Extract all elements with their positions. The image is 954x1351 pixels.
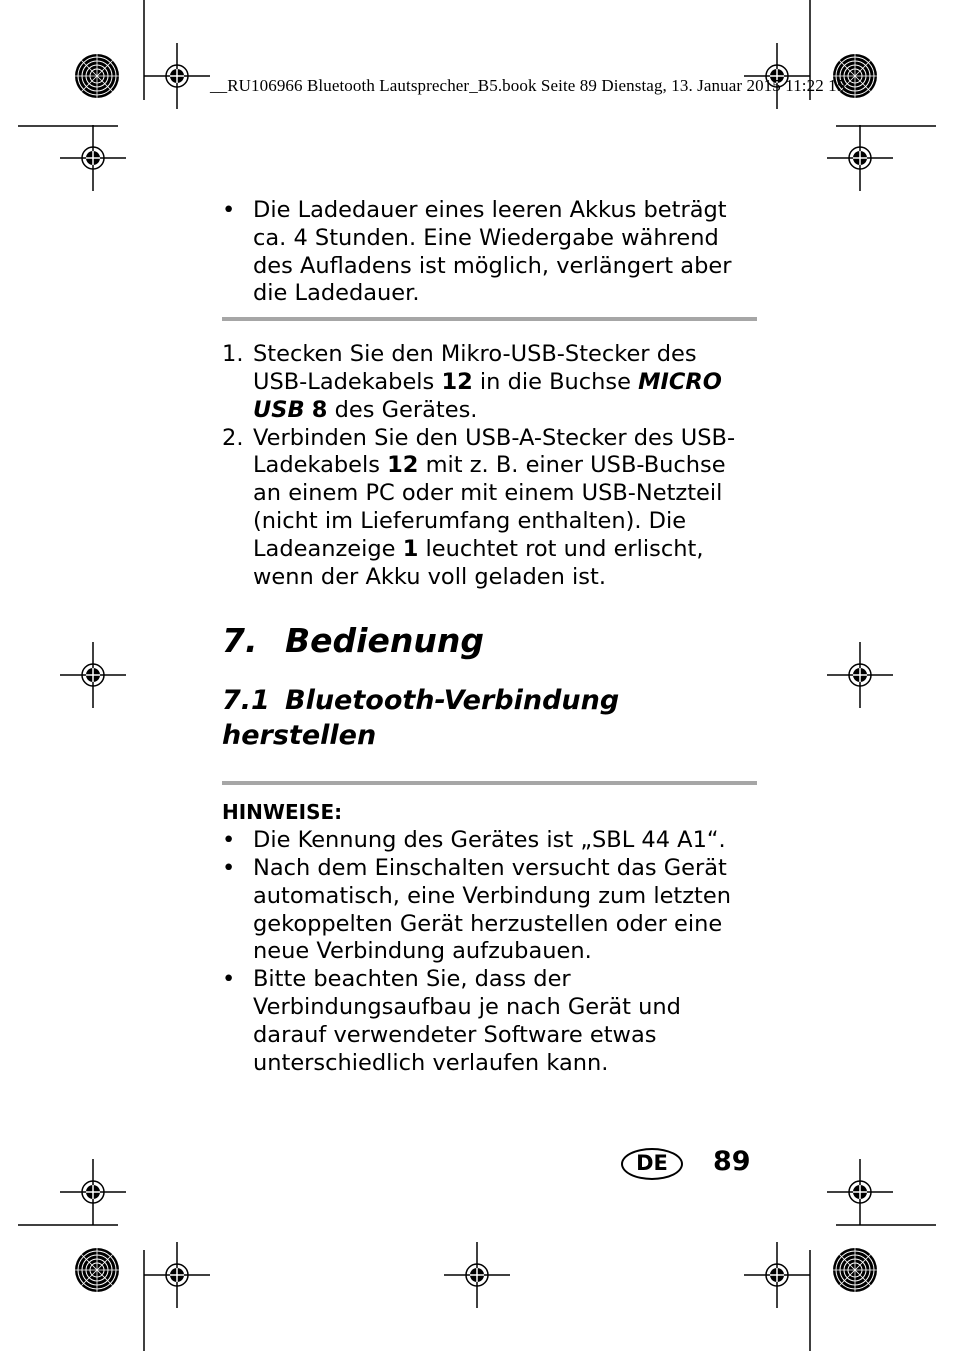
- list-item: 2. Verbinden Sie den USB-A-Stecker des USB-Ladekabels 12 mit z. B. einer USB-Buchse an einem PC oder mit einem USB-Netzteil (nicht im Lieferumfang enthalten). Die Ladeanzeige 1 leuchtet rot und erlischt, wenn der Akku voll geladen ist.: [222, 424, 736, 590]
- notes-heading: HINWEISE:: [222, 800, 343, 825]
- registration-mark-lower-right: [827, 1159, 893, 1225]
- step-number: 2.: [222, 424, 244, 451]
- registration-mark-top-left: [144, 43, 210, 109]
- section-divider: [222, 781, 757, 785]
- reference-number: 1: [402, 535, 419, 562]
- registration-mark-upper-left: [60, 125, 126, 191]
- page-content: [222, 197, 757, 1077]
- registration-mark-bottom-left: [144, 1242, 210, 1308]
- language-badge: DE: [621, 1148, 683, 1180]
- star-target-top-left: [75, 54, 119, 98]
- registration-mark-mid-right: [827, 642, 893, 708]
- section-divider: [222, 317, 757, 321]
- subsection-heading: 7.1 Bluetooth-Verbindung herstellen: [222, 685, 620, 752]
- registration-mark-lower-left: [60, 1159, 126, 1225]
- list-item: • Nach dem Einschalten versucht das Gerät automatisch, eine Verbindung zum letzten gekoppelten Gerät herzustellen oder eine neue Verbindung aufzubauen.: [222, 854, 731, 965]
- page-number: 89: [713, 1146, 751, 1177]
- reference-number: 12: [441, 368, 473, 395]
- intro-bullet-list: [222, 197, 757, 308]
- star-target-bottom-right: [833, 1248, 877, 1292]
- reference-number: 12: [387, 452, 419, 479]
- registration-mark-mid-left: [60, 642, 126, 708]
- reference-number: 8: [311, 396, 328, 423]
- print-slug-line: __RU106966 Bluetooth Lautsprecher_B5.book Seite 89 Dienstag, 13. Januar 2015 11:22 15: [210, 76, 846, 95]
- bullet-icon: •: [222, 966, 236, 993]
- list-item: 1. Stecken Sie den Mikro-USB-Stecker des USB-Ladekabels 12 in die Buchse MICRO USB 8 des Gerätes.: [222, 341, 722, 423]
- steps-list: [222, 341, 757, 591]
- list-item: • Die Ladedauer eines leeren Akkus beträgt ca. 4 Stunden. Eine Wiedergabe während des Aufladens ist möglich, verlängert aber die Ladedauer.: [222, 197, 732, 307]
- section-heading: 7. Bedienung: [222, 621, 484, 661]
- registration-mark-bottom-center: [444, 1242, 510, 1308]
- star-target-bottom-left: [75, 1248, 119, 1292]
- bullet-icon: •: [222, 854, 236, 881]
- list-item: • Bitte beachten Sie, dass der Verbindungsaufbau je nach Gerät und darauf verwendeter Software etwas unterschiedlich verlaufen kann.: [222, 966, 681, 1076]
- bullet-icon: •: [222, 197, 236, 223]
- registration-mark-bottom-right: [744, 1242, 810, 1308]
- notes-block: [222, 799, 757, 1077]
- registration-mark-upper-right: [827, 125, 893, 191]
- port-label: MICRO USB: [253, 368, 722, 423]
- step-number: 1.: [222, 341, 244, 368]
- bullet-icon: •: [222, 827, 236, 854]
- list-item: • Die Kennung des Gerätes ist „SBL 44 A1“.: [222, 827, 726, 854]
